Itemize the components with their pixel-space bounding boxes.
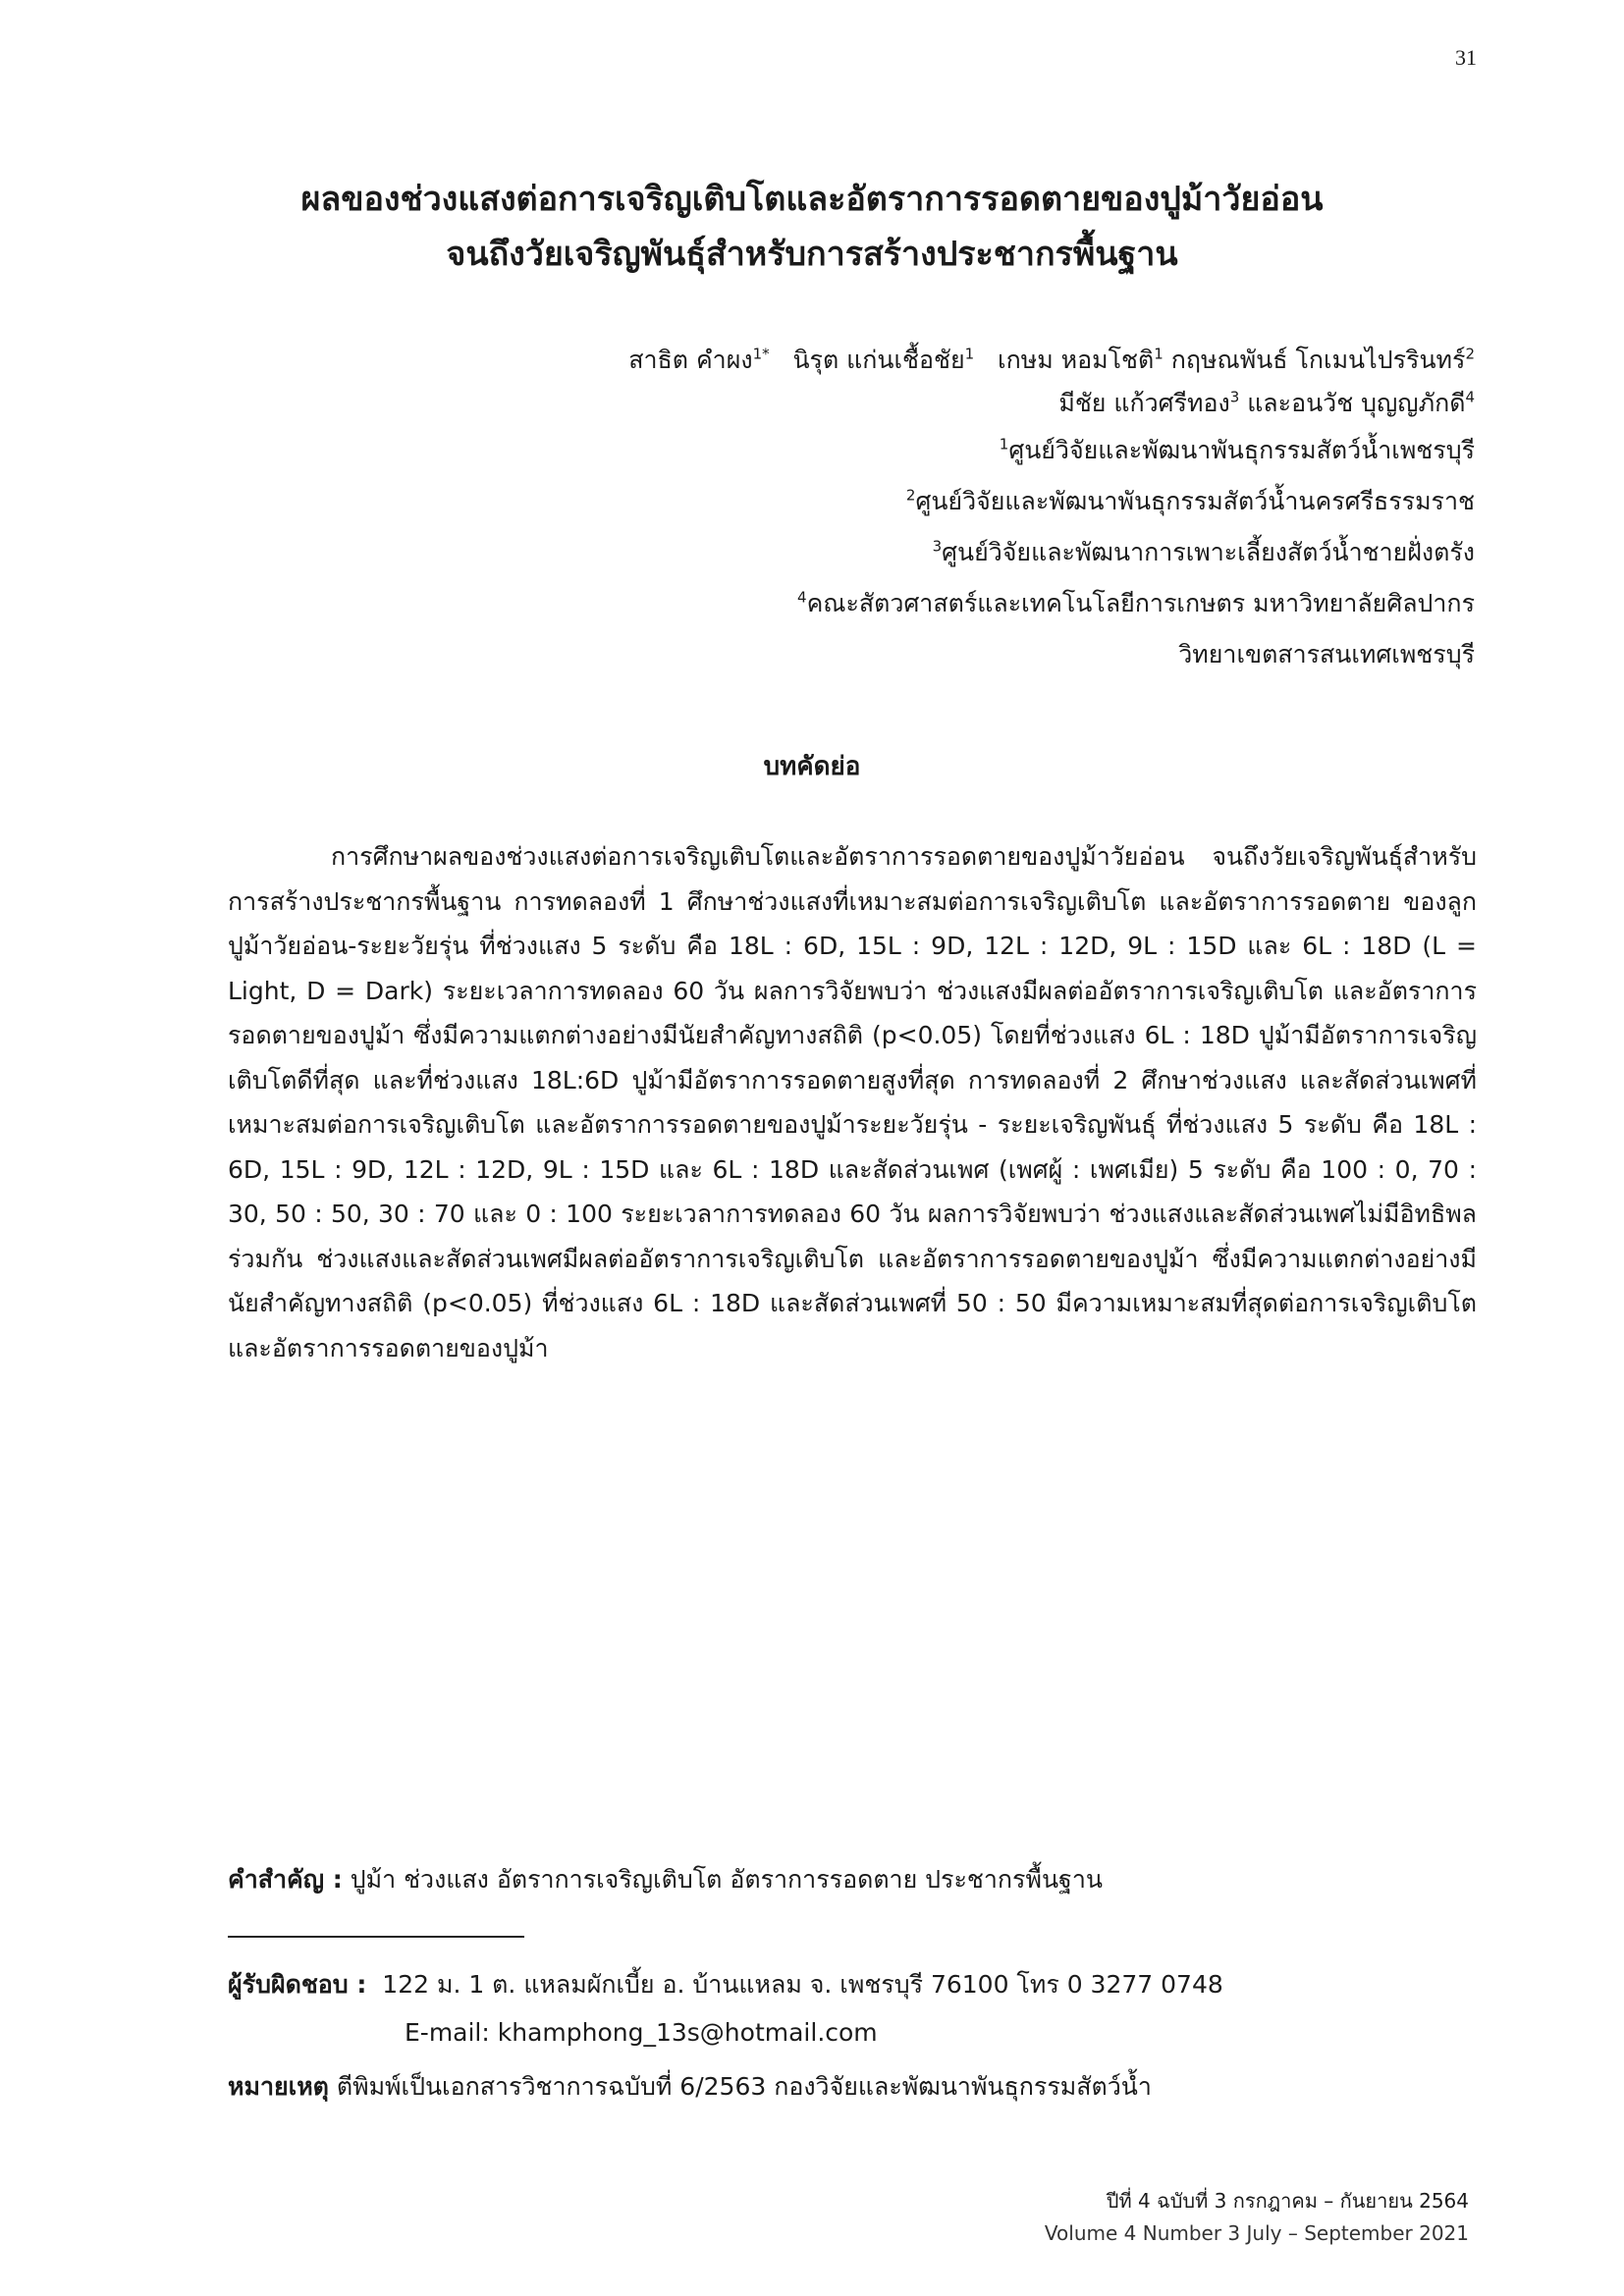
publication-note (228, 2067, 1152, 2107)
author-name: อนวัช บุญญภักดี (1291, 389, 1466, 417)
affiliation-text: ศูนย์วิจัยและพัฒนาพันธุกรรมสัตว์น้ำเพชรบุรี (1008, 436, 1475, 464)
authors-line-1 (628, 342, 1475, 379)
keywords-text: ปูม้า ช่วงแสง อัตราการเจริญเติบโต อัตราการรอดตาย ประชากรพื้นฐาน (350, 1865, 1103, 1894)
correspondence-label: ผู้รับผิดชอบ : (228, 1970, 367, 1999)
authors-line-2 (1058, 385, 1475, 422)
affiliation-superscript: 1 (999, 435, 1009, 454)
affiliation-superscript: 2 (905, 486, 916, 505)
affiliation-text: ศูนย์วิจัยและพัฒนาการเพาะเลี้ยงสัตว์น้ำชายฝั่งตรัง (942, 538, 1475, 566)
author-superscript: 2 (1465, 345, 1475, 363)
affiliation-4 (797, 585, 1475, 622)
author-name: กฤษณพันธ์ โกเมนไปรรินทร์ (1170, 346, 1466, 374)
author-name: นิรุต แก่นเชื้อชัย (792, 346, 965, 374)
author-name: มีชัย แก้วศรีทอง (1058, 389, 1230, 417)
author-conjunction: และ (1247, 389, 1292, 417)
author-name: เกษม หอมโชติ (998, 346, 1155, 374)
correspondence-address (228, 1965, 1223, 2004)
paper-title-line-2: จนถึงวัยเจริญพันธุ์สำหรับการสร้างประชากรพื้นฐาน (446, 235, 1178, 274)
abstract-body: การศึกษาผลของช่วงแสงต่อการเจริญเติบโตและอัตราการรอดตายของปูม้าวัยอ่อน จนถึงวัยเจริญพันธุ์สำหรับการสร้างประชากรพื้นฐาน การทดลองที่ 1 ศึกษาช่วงแสงที่เหมาะสมต่อการเจริญเติบโต และอัตราการรอดตาย ของลูกปูม้าวัยอ่อน-ระยะวัยรุ่น ที่ช่วงแสง 5 ระดับ คือ 18L : 6D, 15L : 9D, 12L : 12D, 9L : 15D และ 6L : 18D (L = Light, D = Dark) ระยะเวลาการทดลอง 60 วัน ผลการวิจัยพบว่า ช่วงแสงมีผลต่ออัตราการเจริญเติบโต และอัตราการรอดตายของปูม้า ซึ่งมีความแตกต่างอย่างมีนัยสำคัญทางสถิติ (p<0.05) โดยที่ช่วงแสง 6L : 18D ปูม้ามีอัตราการเจริญเติบโตดีที่สุด และที่ช่วงแสง 18L:6D ปูม้ามีอัตราการรอดตายสูงที่สุด การทดลองที่ 2 ศึกษาช่วงแสง และสัดส่วนเพศที่เหมาะสมต่อการเจริญเติบโต และอัตราการรอดตายของปูม้าระยะวัยรุ่น - ระยะเจริญพันธุ์ ที่ช่วงแสง 5 ระดับ คือ 18L : 6D, 15L : 9D, 12L : 12D, 9L : 15D และ 6L : 18D และสัดส่วนเพศ (เพศผู้ : เพศเมีย) 5 ระดับ คือ 100 : 0, 70 : 30, 50 : 50, 30 : 70 และ 0 : 100 ระยะเวลาการทดลอง 60 วัน ผลการวิจัยพบว่า ช่วงแสงและสัดส่วนเพศไม่มีอิทธิพลร่วมกัน ช่วงแสงและสัดส่วนเพศมีผลต่ออัตราการเจริญเติบโต และอัตราการรอดตายของปูม้า ซึ่งมีความแตกต่างอย่างมีนัยสำคัญทางสถิติ (p<0.05) ที่ช่วงแสง 6L : 18D และสัดส่วนเพศที่ 50 : 50 มีความเหมาะสมที่สุดต่อการเจริญเติบโตและอัตราการรอดตายของปูม้า (228, 842, 1477, 1362)
author-superscript: 4 (1465, 388, 1475, 406)
page-number: 31 (1455, 45, 1477, 70)
affiliation-superscript: 4 (797, 588, 807, 607)
journal-issue-thai: ปีที่ 4 ฉบับที่ 3 กรกฎาคม – กันยายน 2564 (1106, 2189, 1469, 2213)
keywords (228, 1860, 1103, 1899)
abstract-heading: บทคัดย่อ (763, 752, 861, 781)
affiliation-1 (1000, 432, 1475, 469)
affiliation-5 (1178, 636, 1475, 673)
journal-issue-english: Volume 4 Number 3 July – September 2021 (1044, 2221, 1469, 2245)
author-superscript: 1 (964, 345, 975, 363)
footnote-divider (228, 1936, 524, 1938)
paper-title-line-1: ผลของช่วงแสงต่อการเจริญเติบโตและอัตราการรอดตายของปูม้าวัยอ่อน (300, 180, 1324, 219)
author-superscript: 1 (1154, 345, 1164, 363)
author-superscript: 3 (1229, 388, 1240, 406)
keywords-label: คำสำคัญ : (228, 1865, 343, 1894)
author-superscript: 1* (752, 345, 770, 363)
affiliation-3 (933, 534, 1475, 571)
note-label: หมายเหตุ (228, 2072, 329, 2101)
affiliation-superscript: 3 (932, 537, 943, 556)
correspondence-email: E-mail: khamphong_13s@hotmail.com (405, 2018, 878, 2047)
author-name: สาธิต คำผง (628, 346, 753, 374)
note-text: ตีพิมพ์เป็นเอกสารวิชาการฉบับที่ 6/2563 กองวิจัยและพัฒนาพันธุกรรมสัตว์น้ำ (336, 2072, 1152, 2101)
affiliation-2 (906, 483, 1475, 520)
correspondence-address-text: 122 ม. 1 ต. แหลมผักเบี้ย อ. บ้านแหลม จ. เพชรบุรี 76100 โทร 0 3277 0748 (382, 1970, 1223, 1999)
affiliation-text: คณะสัตวศาสตร์และเทคโนโลยีการเกษตร มหาวิทยาลัยศิลปากร (806, 589, 1475, 617)
affiliation-text: ศูนย์วิจัยและพัฒนาพันธุกรรมสัตว์น้ำนครศรีธรรมราช (915, 487, 1475, 515)
affiliation-text: วิทยาเขตสารสนเทศเพชรบุรี (1178, 640, 1475, 668)
